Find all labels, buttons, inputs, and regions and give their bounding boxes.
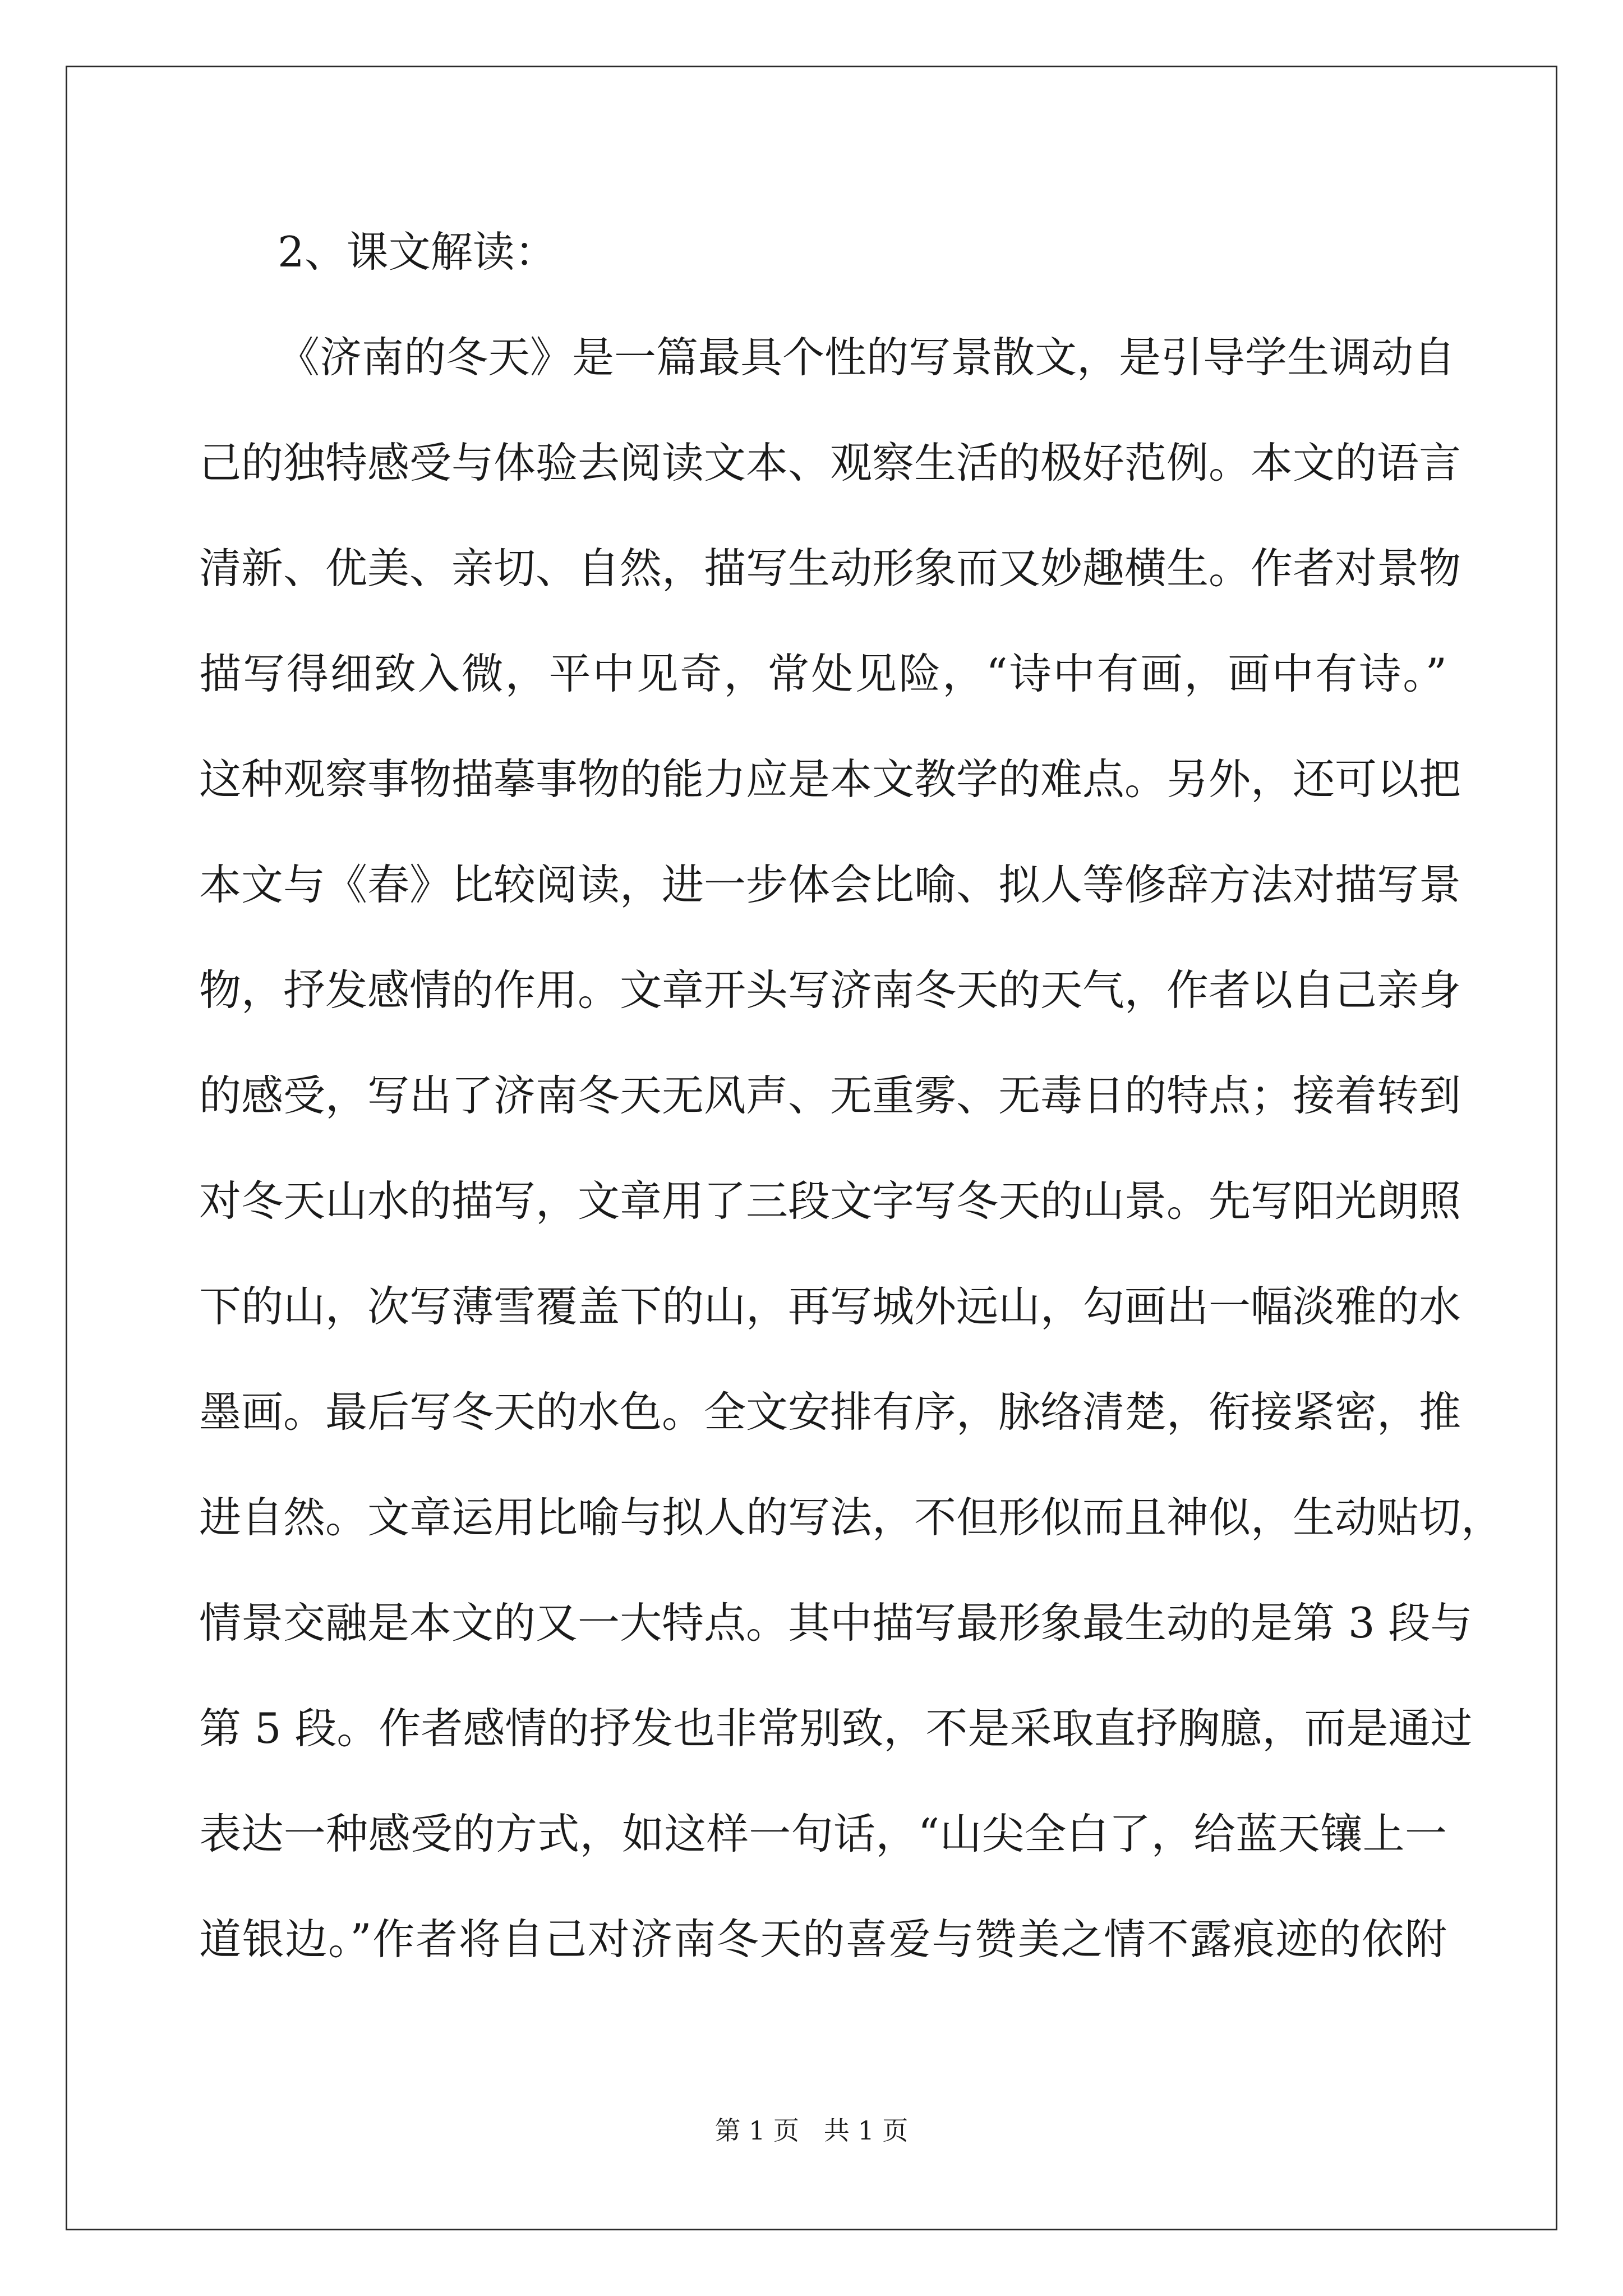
paragraph-line-16: 道银边。”作者将自己对济南冬天的喜爱与赞美之情不露痕迹的依附: [199, 1915, 1447, 1964]
paragraph-line-10: 下的山，次写薄雪覆盖下的山，再写城外远山，勾画出一幅淡雅的水: [199, 1282, 1461, 1331]
paragraph-line-6: 本文与《春》比较阅读，进一步体会比喻、拟人等修辞方法对描写景: [199, 860, 1461, 909]
paragraph-line-11: 墨画。最后写冬天的水色。全文安排有序，脉络清楚，衔接紧密，推: [199, 1387, 1461, 1437]
paragraph-line-8: 的感受，写出了济南冬天无风声、无重雾、无毒日的特点；接着转到: [199, 1071, 1461, 1120]
page-border: [66, 66, 1557, 2230]
paragraph-line-14: 第 5 段。作者感情的抒发也非常别致，不是采取直抒胸臆，而是通过: [199, 1704, 1473, 1753]
paragraph-line-15: 表达一种感受的方式，如这样一句话，“山尖全白了，给蓝天镶上一: [199, 1809, 1447, 1858]
paragraph-line-12: 进自然。文章运用比喻与拟人的写法，不但形似而且神似，生动贴切，: [199, 1493, 1504, 1542]
paragraph-line-7: 物，抒发感情的作用。文章开头写济南冬天的天气，作者以自己亲身: [199, 965, 1461, 1015]
paragraph-line-9: 对冬天山水的描写，文章用了三段文字写冬天的山景。先写阳光朗照: [199, 1176, 1461, 1226]
paragraph-line-1: 《济南的冬天》是一篇最具个性的写景散文，是引导学生调动自: [278, 333, 1456, 382]
paragraph-line-4: 描写得细致入微，平中见奇，常处见险，“诗中有画，画中有诗。”: [199, 649, 1447, 698]
paragraph-line-5: 这种观察事物描摹事物的能力应是本文教学的难点。另外，还可以把: [199, 754, 1461, 804]
paragraph-line-13: 情景交融是本文的又一大特点。其中描写最形象最生动的是第 3 段与: [199, 1598, 1473, 1648]
paragraph-line-3: 清新、优美、亲切、自然，描写生动形象而又妙趣横生。作者对景物: [199, 544, 1461, 593]
page-number-footer: 第 1 页 共 1 页: [714, 2115, 909, 2146]
paragraph-line-2: 己的独特感受与体验去阅读文本、观察生活的极好范例。本文的语言: [199, 438, 1461, 487]
section-heading: 2、课文解读：: [278, 227, 557, 277]
